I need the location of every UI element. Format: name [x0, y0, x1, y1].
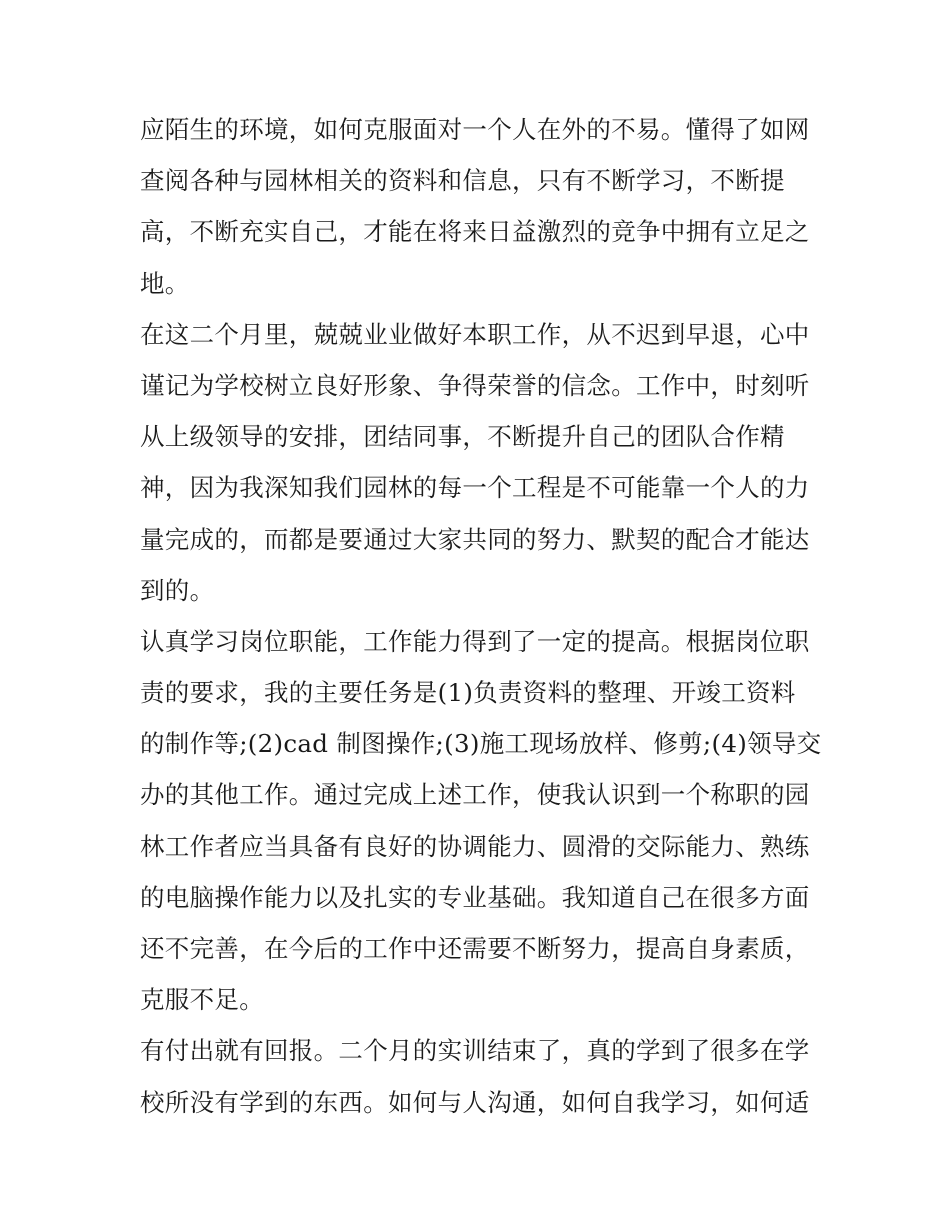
text-line: 的制作等;(2)cad 制图操作;(3)施工现场放样、修剪;(4)领导交	[140, 729, 822, 759]
document-body	[140, 104, 820, 1128]
text-line: 在这二个月里，兢兢业业做好本职工作，从不迟到早退，心中	[140, 319, 810, 349]
text-line: 的电脑操作能力以及扎实的专业基础。我知道自己在很多方面	[140, 882, 810, 912]
text-line: 责的要求，我的主要任务是(1)负责资料的整理、开竣工资料	[140, 678, 796, 708]
text-line: 林工作者应当具备有良好的协调能力、圆滑的交际能力、熟练	[140, 831, 810, 861]
text-line: 有付出就有回报。二个月的实训结束了，真的学到了很多在学	[140, 1036, 810, 1066]
text-line: 到的。	[140, 575, 215, 605]
text-line: 高，不断充实自己，才能在将来日益激烈的竞争中拥有立足之	[140, 217, 810, 247]
text-line: 查阅各种与园林相关的资料和信息，只有不断学习，不断提	[140, 166, 785, 196]
text-line: 还不完善，在今后的工作中还需要不断努力，提高自身素质，	[140, 934, 810, 963]
text-line: 校所没有学到的东西。如何与人沟通，如何自我学习，如何适	[140, 1087, 810, 1117]
text-line: 认真学习岗位职能，工作能力得到了一定的提高。根据岗位职	[140, 626, 810, 656]
text-line: 克服不足。	[140, 985, 264, 1015]
text-line: 地。	[140, 268, 190, 298]
text-line: 神，因为我深知我们园林的每一个工程是不可能靠一个人的力	[140, 473, 810, 503]
text-line: 办的其他工作。通过完成上述工作，使我认识到一个称职的园	[140, 780, 810, 810]
text-line: 谨记为学校树立良好形象、争得荣誉的信念。工作中，时刻听	[140, 370, 810, 400]
text-line: 量完成的，而都是要通过大家共同的努力、默契的配合才能达	[140, 524, 810, 554]
text-line: 从上级领导的安排，团结同事，不断提升自己的团队合作精	[140, 422, 785, 452]
text-line: 应陌生的环境，如何克服面对一个人在外的不易。懂得了如网	[140, 115, 810, 144]
